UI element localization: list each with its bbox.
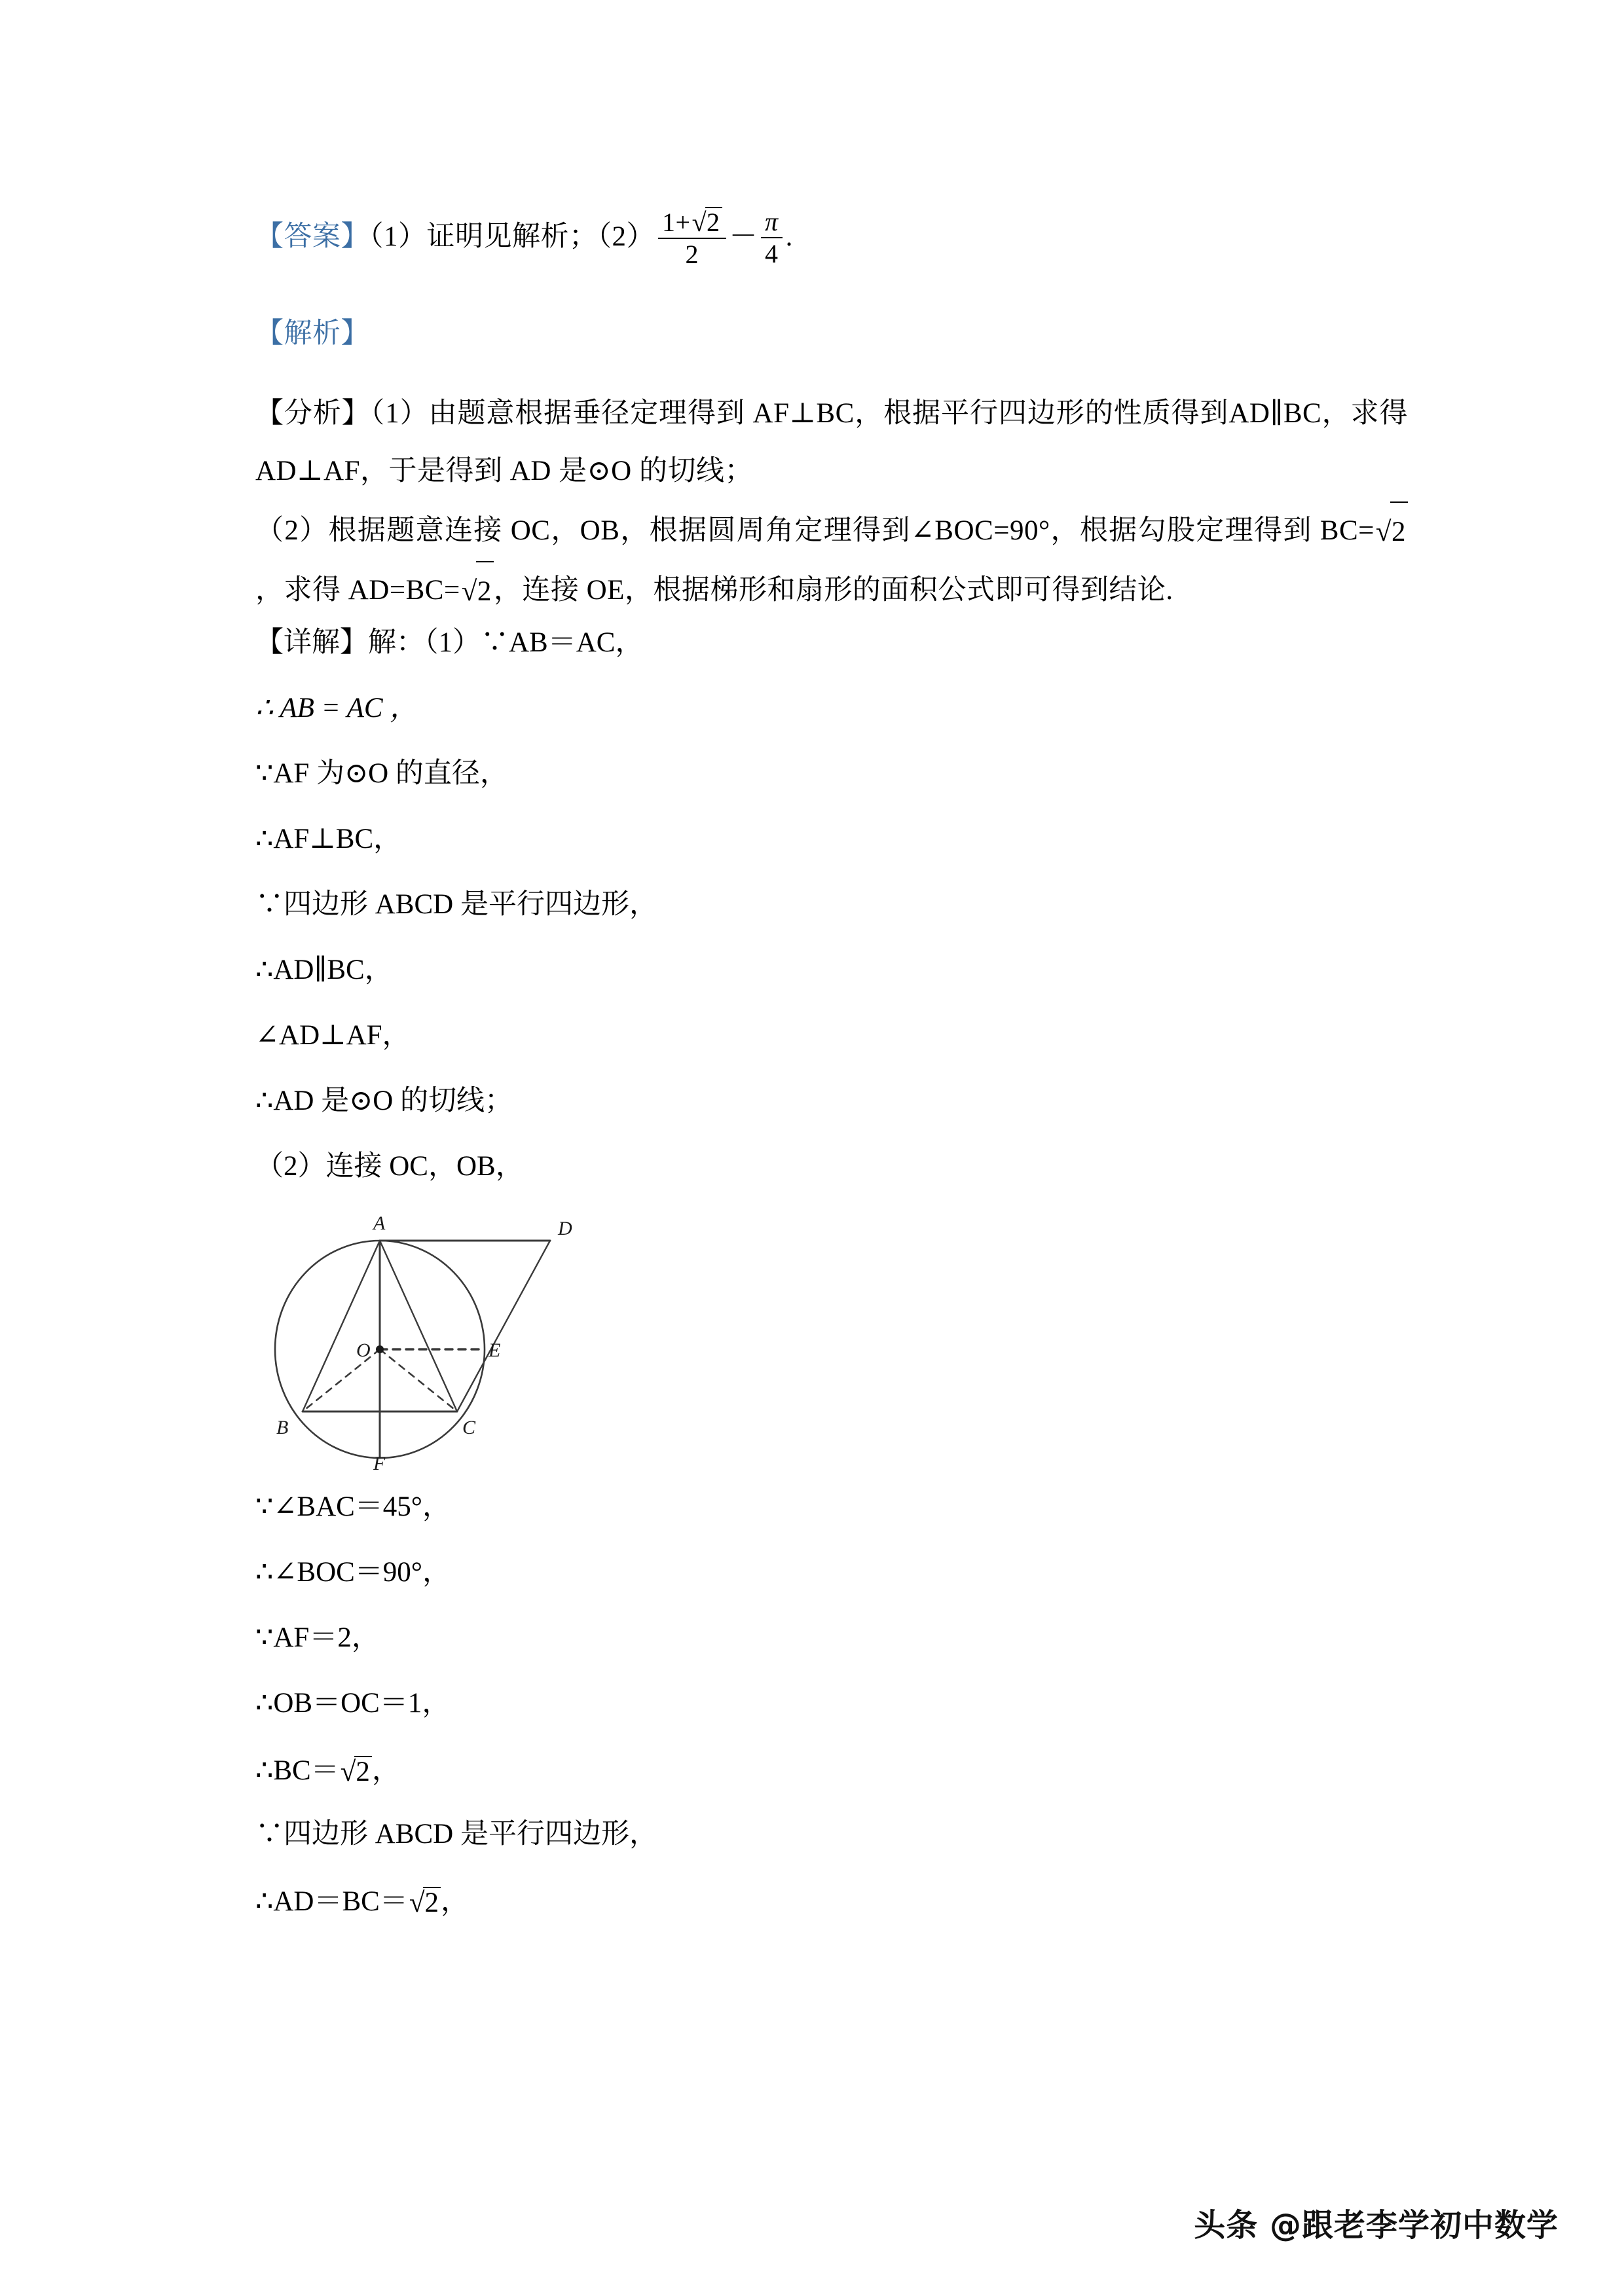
fenxi-block [255,385,1408,619]
step-af-perp-bc: ∴AF⊥BC， [255,824,402,854]
step-bc-suffix: ， [371,1755,400,1786]
label-e: E [489,1339,501,1361]
step-af-diameter: ∵AF 为⊙O 的直径， [255,758,508,789]
detail-block [255,627,1408,1918]
step-ad-suffix: ， [440,1886,469,1917]
fraction-denominator: 2 [685,240,699,269]
label-o: O [356,1339,371,1361]
step-abcd-parallelogram-2: ∵四边形 ABCD 是平行四边形， [255,1819,657,1850]
step-ad-tangent: ∴AD 是⊙O 的切线； [255,1085,513,1116]
answer-fraction-1 [658,207,726,268]
sqrt-icon: √2 [691,207,722,236]
fenxi-paragraph-1 [255,385,1408,500]
answer-tag: 【答案】 [255,221,369,252]
step-abcd-parallelogram: ∵四边形 ABCD 是平行四边形， [255,889,657,920]
step-ob-oc-1: ∴OB＝OC＝1， [255,1688,451,1719]
fraction-numerator: 1+√2 [658,207,726,239]
answer-minus: － [729,221,758,252]
fenxi-text-2b: ，求得 AD=BC= [255,575,460,606]
step-angle-bac: ∵∠BAC＝45°， [255,1491,451,1522]
segment-ab [303,1241,380,1412]
step-ad-prefix: ∴AD＝BC＝ [255,1886,408,1917]
sqrt-icon: √2 [339,1756,372,1786]
geometry-figure-svg [268,1209,766,1470]
step-bc-prefix: ∴BC＝ [255,1755,339,1786]
label-a: A [373,1212,386,1234]
answer-block [255,208,1408,287]
watermark: 头条 @跟老李学初中数学 [1194,2207,1559,2244]
fenxi-text-2a: （2）根据题意连接 OC，OB，根据圆周角定理得到∠BOC=90°，根据勾股定理得到 BC= [255,515,1375,546]
label-f: F [373,1453,386,1470]
segment-dc [457,1241,550,1412]
segment-oc [380,1349,457,1412]
step-ad-equals-bc-sqrt2 [255,1886,1408,1918]
jiexi-tag: 【解析】 [255,318,369,349]
step-bc-sqrt2 [255,1755,1408,1787]
step-ad-perp-af: ∠AD⊥AF， [255,1020,411,1051]
segment-ac [380,1241,457,1412]
fraction-denominator: 4 [765,238,779,268]
document-content [255,206,1409,1918]
fenxi-text-1: （1）由题意根据垂径定理得到 AF⊥BC，根据平行四边形的性质得到AD∥BC，求得 AD⊥AF，于是得到 AD 是⊙O 的切线； [255,398,1409,486]
sqrt-icon: √2 [1375,501,1408,561]
answer-period: . [785,221,793,252]
point-o-dot [376,1345,384,1353]
step-ad-parallel-bc: ∴AD∥BC， [255,955,393,985]
detail-tag: 【详解】 [255,627,368,658]
jiexi-block [255,319,1408,371]
step-connect-oc-ob: （2）连接 OC，OB， [255,1151,524,1182]
step-af-equals-2: ∵AF＝2， [255,1622,380,1653]
geometry-figure [268,1209,766,1470]
step-angle-boc: ∴∠BOC＝90°， [255,1557,451,1588]
step-arc-equal: ∴ AB = AC ， [255,693,418,723]
fenxi-paragraph-2 [255,500,1408,619]
answer-fraction-2 [761,208,783,268]
fenxi-text-2c: ，连接 OE，根据梯形和扇形的面积公式即可得到结论. [493,575,1173,606]
label-b: B [276,1417,289,1438]
detail-lead: 解：（1）∵AB＝AC， [368,627,644,658]
fraction-numerator: π [761,208,783,238]
sqrt-icon: √2 [408,1887,441,1917]
label-c: C [462,1417,476,1438]
sqrt-icon: √2 [460,561,494,621]
answer-part1: （1）证明见解析；（2） [369,221,655,252]
detail-lead-line [255,629,1408,657]
label-d: D [558,1218,572,1239]
fenxi-tag: 【分析】 [255,398,371,429]
